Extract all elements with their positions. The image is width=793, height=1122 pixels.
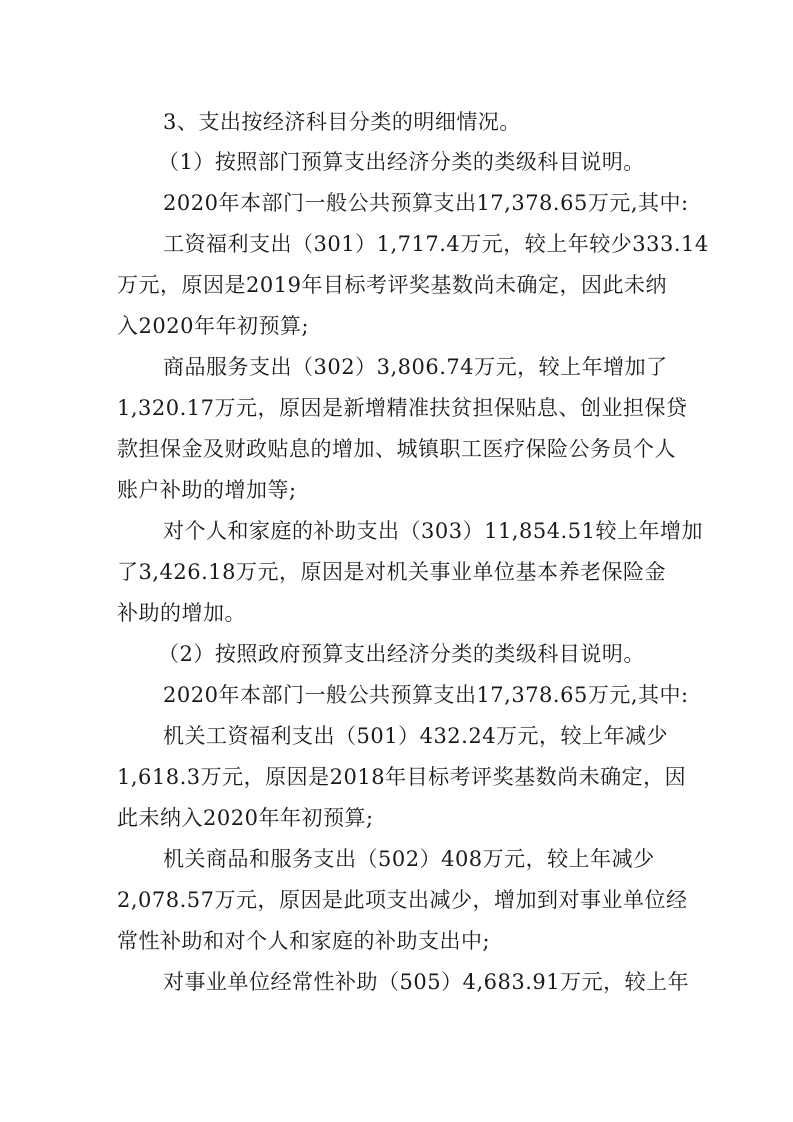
paragraph-line: 机关工资福利支出（501）432.24万元，较上年减少 xyxy=(163,724,669,748)
paragraph-line: 此未纳入2020年年初预算; xyxy=(117,806,374,830)
paragraph-line: 2020年本部门一般公共预算支出17,378.65万元,其中: xyxy=(163,683,689,707)
paragraph-line: 工资福利支出（301）1,717.4万元，较上年较少333.14 xyxy=(163,232,709,256)
paragraph-line: 商品服务支出（302）3,806.74万元，较上年增加了 xyxy=(163,355,668,379)
paragraph-line: 常性补助和对个人和家庭的补助支出中; xyxy=(117,929,491,953)
paragraph-line: 1,320.17万元，原因是新增精准扶贫担保贴息、创业担保贷 xyxy=(117,396,688,420)
subsection-heading: （2）按照政府预算支出经济分类的类级科目说明。 xyxy=(158,642,645,666)
paragraph-line: 1,618.3万元，原因是2018年目标考评奖基数尚未确定，因 xyxy=(117,765,687,789)
paragraph-line: 2020年本部门一般公共预算支出17,378.65万元,其中: xyxy=(163,191,689,215)
subsection-heading: （1）按照部门预算支出经济分类的类级科目说明。 xyxy=(158,150,645,174)
paragraph-line: 了3,426.18万元，原因是对机关事业单位基本养老保险金 xyxy=(117,560,667,584)
paragraph-line: 账户补助的增加等; xyxy=(117,478,297,502)
paragraph-line: 补助的增加。 xyxy=(117,601,246,625)
paragraph-line: 对个人和家庭的补助支出（303）11,854.51较上年增加 xyxy=(163,519,703,543)
paragraph-line: 款担保金及财政贴息的增加、城镇职工医疗保险公务员个人 xyxy=(117,437,676,461)
paragraph-line: 对事业单位经常性补助（505）4,683.91万元，较上年 xyxy=(163,970,690,994)
section-heading: 3、支出按经济科目分类的明细情况。 xyxy=(163,110,521,134)
paragraph-line: 入2020年年初预算; xyxy=(117,314,310,338)
paragraph-line: 2,078.57万元，原因是此项支出减少，增加到对事业单位经 xyxy=(117,888,688,912)
paragraph-line: 机关商品和服务支出（502）408万元，较上年减少 xyxy=(163,847,655,871)
paragraph-line: 万元，原因是2019年目标考评奖基数尚未确定，因此未纳 xyxy=(117,273,667,297)
